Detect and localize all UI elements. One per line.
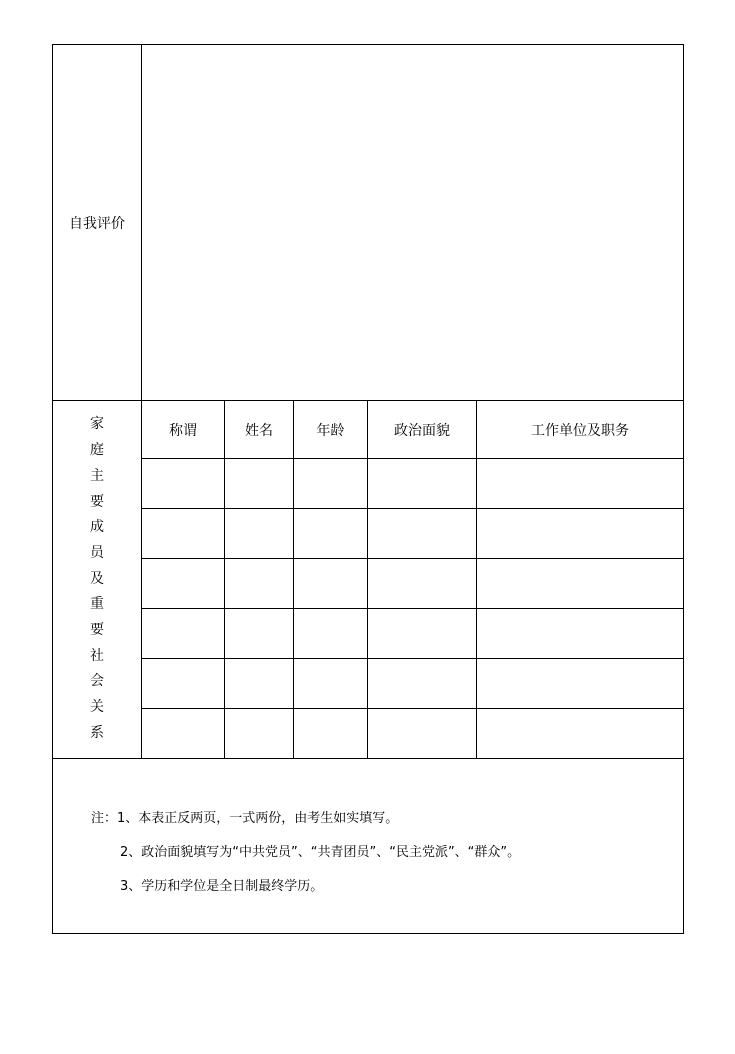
political-status-cell[interactable]	[368, 559, 477, 609]
age-cell[interactable]	[294, 559, 368, 609]
registration-form-table	[52, 44, 684, 934]
name-cell[interactable]	[225, 559, 294, 609]
family-label-char: 家	[90, 416, 104, 433]
employer-position-cell[interactable]	[477, 709, 684, 759]
self-evaluation-field[interactable]	[142, 45, 684, 401]
family-member-row	[53, 459, 684, 509]
family-member-row	[53, 659, 684, 709]
name-cell[interactable]	[225, 659, 294, 709]
family-label-char: 重	[90, 596, 104, 613]
employer-position-cell[interactable]	[477, 559, 684, 609]
column-header-employer-position: 工作单位及职务	[477, 401, 684, 459]
relation-cell[interactable]	[142, 609, 225, 659]
relation-cell[interactable]	[142, 659, 225, 709]
family-label-char: 会	[90, 673, 104, 690]
relation-cell[interactable]	[142, 509, 225, 559]
family-label-char: 社	[90, 647, 104, 664]
notes-block	[53, 759, 683, 909]
notes-cell	[53, 759, 684, 934]
employer-position-cell[interactable]	[477, 609, 684, 659]
family-label-char: 主	[90, 467, 104, 484]
age-cell[interactable]	[294, 659, 368, 709]
family-member-row	[53, 609, 684, 659]
employer-position-cell[interactable]	[477, 659, 684, 709]
political-status-cell[interactable]	[368, 609, 477, 659]
relation-cell[interactable]	[142, 559, 225, 609]
political-status-cell[interactable]	[368, 659, 477, 709]
age-cell[interactable]	[294, 709, 368, 759]
relation-cell[interactable]	[142, 709, 225, 759]
family-label-char: 庭	[90, 442, 104, 459]
family-label-char: 要	[90, 622, 104, 639]
employer-position-cell[interactable]	[477, 509, 684, 559]
name-cell[interactable]	[225, 609, 294, 659]
name-cell[interactable]	[225, 459, 294, 509]
family-section-label	[53, 412, 141, 746]
note-line-2: 2、政治面貌填写为“中共党员”、“共青团员”、“民主党派”、“群众”。	[120, 845, 521, 860]
political-status-cell[interactable]	[368, 709, 477, 759]
family-header-row	[53, 401, 684, 459]
self-evaluation-row	[53, 45, 684, 401]
age-cell[interactable]	[294, 609, 368, 659]
self-evaluation-label: 自我评价	[53, 45, 142, 401]
age-cell[interactable]	[294, 509, 368, 559]
column-header-name: 姓名	[225, 401, 294, 459]
column-header-age: 年龄	[294, 401, 368, 459]
name-cell[interactable]	[225, 709, 294, 759]
family-member-row	[53, 509, 684, 559]
family-label-char: 员	[90, 544, 104, 561]
column-header-political-status: 政治面貌	[368, 401, 477, 459]
family-section-label-cell	[53, 401, 142, 759]
political-status-cell[interactable]	[368, 509, 477, 559]
family-label-char: 及	[90, 570, 104, 587]
family-label-char: 关	[90, 699, 104, 716]
column-header-relation: 称谓	[142, 401, 225, 459]
family-label-char: 成	[90, 519, 104, 536]
relation-cell[interactable]	[142, 459, 225, 509]
employer-position-cell[interactable]	[477, 459, 684, 509]
family-label-char: 系	[90, 724, 104, 741]
political-status-cell[interactable]	[368, 459, 477, 509]
notes-row	[53, 759, 684, 934]
note-line-3: 3、学历和学位是全日制最终学历。	[120, 879, 324, 894]
family-member-row	[53, 559, 684, 609]
family-label-char: 要	[90, 493, 104, 510]
family-member-row	[53, 709, 684, 759]
note-line-1: 注：1、本表正反两页，一式两份，由考生如实填写。	[91, 811, 399, 826]
name-cell[interactable]	[225, 509, 294, 559]
age-cell[interactable]	[294, 459, 368, 509]
